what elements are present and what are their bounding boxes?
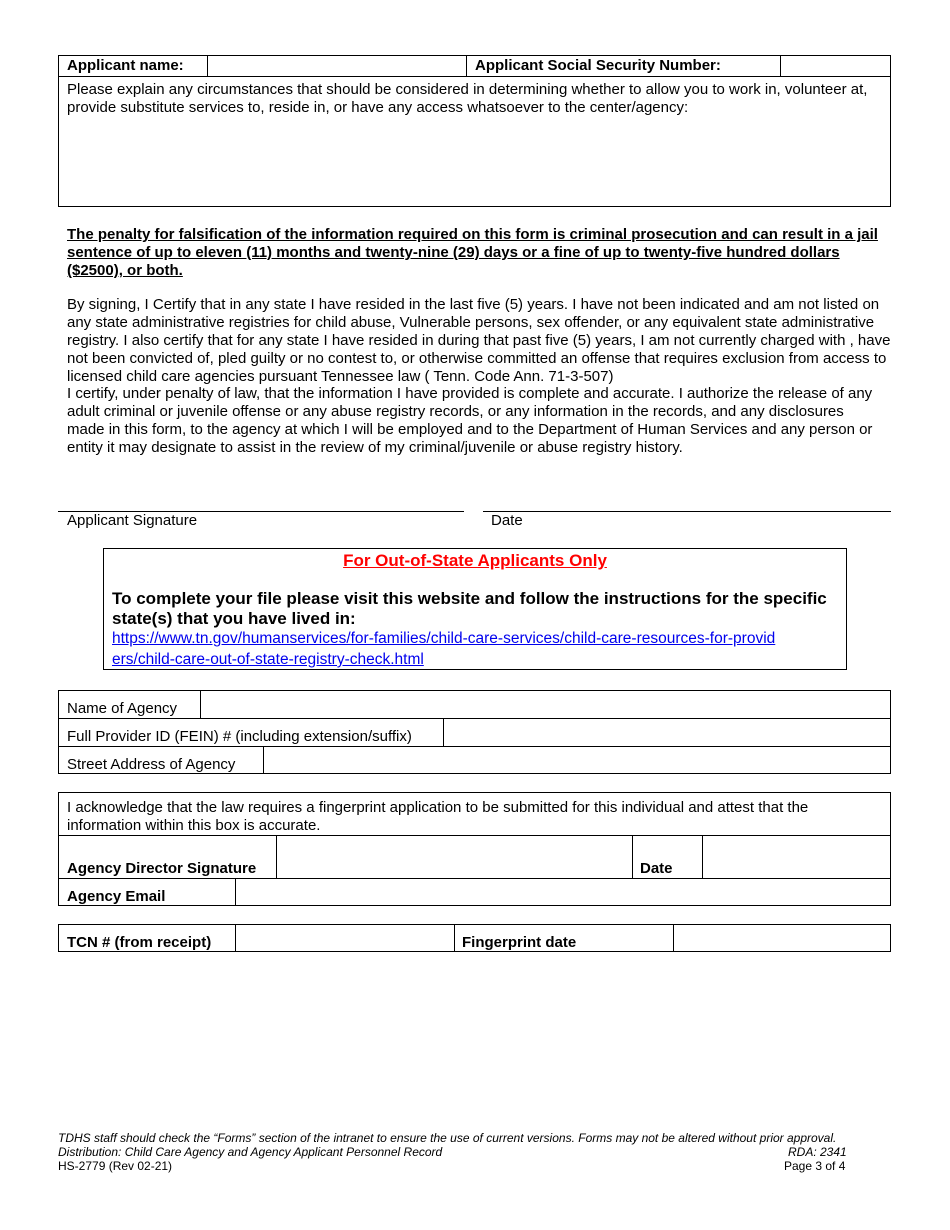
agency-name-label: Name of Agency [67,700,178,717]
circumstances-prompt: Please explain any circumstances that should be considered in determining whether to allow you to work in, volunteer at, provide substitute services to, reside in, or have any access whatsoever to the center/agency: [67,81,868,116]
fingerprint-date-label: Fingerprint date [462,934,577,951]
acknowledgment-table [58,792,891,906]
tcn-field[interactable] [236,925,454,952]
fingerprint-date-field[interactable] [674,925,890,952]
certification-paragraph-1: By signing, I Certify that in any state I have resided in the last five (5) years. I have not been indicated and am not listed on any state administrative registries for child abuse, Vulnerable persons, sex offender, or any equivalent state administrative registry. I also certify that for any state I have resided in during that past five (5) years, I am not currently charged with , have not been convicted of, pled guilty or no contest to, or otherwise committed an offense that requires exclusion from access to licensed child care agencies pursuant Tennessee law ( Tenn. Code Ann. 71-3-507) [67,296,891,385]
applicant-name-label-cell [59,56,208,76]
director-date-field[interactable] [703,836,890,878]
footer-form-number: HS-2779 (Rev 02-21) [58,1159,173,1173]
out-of-state-box [103,548,847,670]
director-signature-label: Agency Director Signature [67,860,257,877]
agency-name-field[interactable] [201,691,890,718]
ssn-field[interactable] [781,56,890,76]
circumstances-box[interactable] [58,76,891,207]
registry-check-link[interactable]: https://www.tn.gov/humanservices/for-families/child-care-services/child-care-resources-for-providers/child-care-out-of-state-registry-check.html [112,630,776,668]
acknowledgment-text: I acknowledge that the law requires a fingerprint application to be submitted for this individual and attest that the information within this box is accurate. [67,799,809,834]
out-of-state-instruction: To complete your file please visit this website and follow the instructions for the specific state(s) that you have lived in: [112,589,827,628]
director-signature-field[interactable] [277,836,632,878]
applicant-date-line[interactable] [483,511,891,512]
provider-id-field[interactable] [444,719,890,746]
agency-email-label: Agency Email [67,888,166,905]
applicant-name-label: Applicant name: [67,57,184,74]
footer-page-number: Page 3 of 4 [784,1159,846,1173]
footer-rda: RDA: 2341 [788,1145,847,1159]
certification-paragraph-2: I certify, under penalty of law, that the information I have provided is complete and accurate. I authorize the release of any adult criminal or juvenile offense or any abuse registry records, or any information in the records, and any disclosures made in this form, to the agency at which I will be employed and to the Department of Human Services and any person or entity it may designate to assist in the review of my criminal/juvenile or abuse registry history. [67,385,873,456]
fp-col-divider [454,925,455,952]
out-of-state-title: For Out-of-State Applicants Only [343,551,607,570]
ssn-label: Applicant Social Security Number: [475,57,721,74]
agency-address-field[interactable] [264,747,890,774]
director-date-label: Date [640,860,673,877]
applicant-date-label: Date [491,512,523,529]
penalty-notice: The penalty for falsification of the information required on this form is criminal prosecution and can result in a jail sentence of up to eleven (11) months and twenty-nine (29) days or a fine of up to twenty-five hundred dollars ($2500), or both. [67,226,878,279]
applicant-header-row [58,55,891,77]
agency-email-field[interactable] [236,879,890,906]
ack-col-divider [632,835,633,878]
tcn-label: TCN # (from receipt) [67,934,212,951]
applicant-name-field[interactable] [208,56,467,76]
applicant-signature-label: Applicant Signature [67,512,198,529]
agency-address-label: Street Address of Agency [67,756,236,773]
provider-id-label: Full Provider ID (FEIN) # (including extension/suffix) [67,728,412,745]
fingerprint-row [58,924,891,952]
ssn-label-cell [467,56,781,76]
agency-info-table [58,690,891,774]
footer-notice: TDHS staff should check the “Forms” section of the intranet to ensure the use of current versions. Forms may not be altered without prior approval. [58,1131,837,1145]
footer-distribution: Distribution: Child Care Agency and Agency Applicant Personnel Record [58,1145,443,1159]
